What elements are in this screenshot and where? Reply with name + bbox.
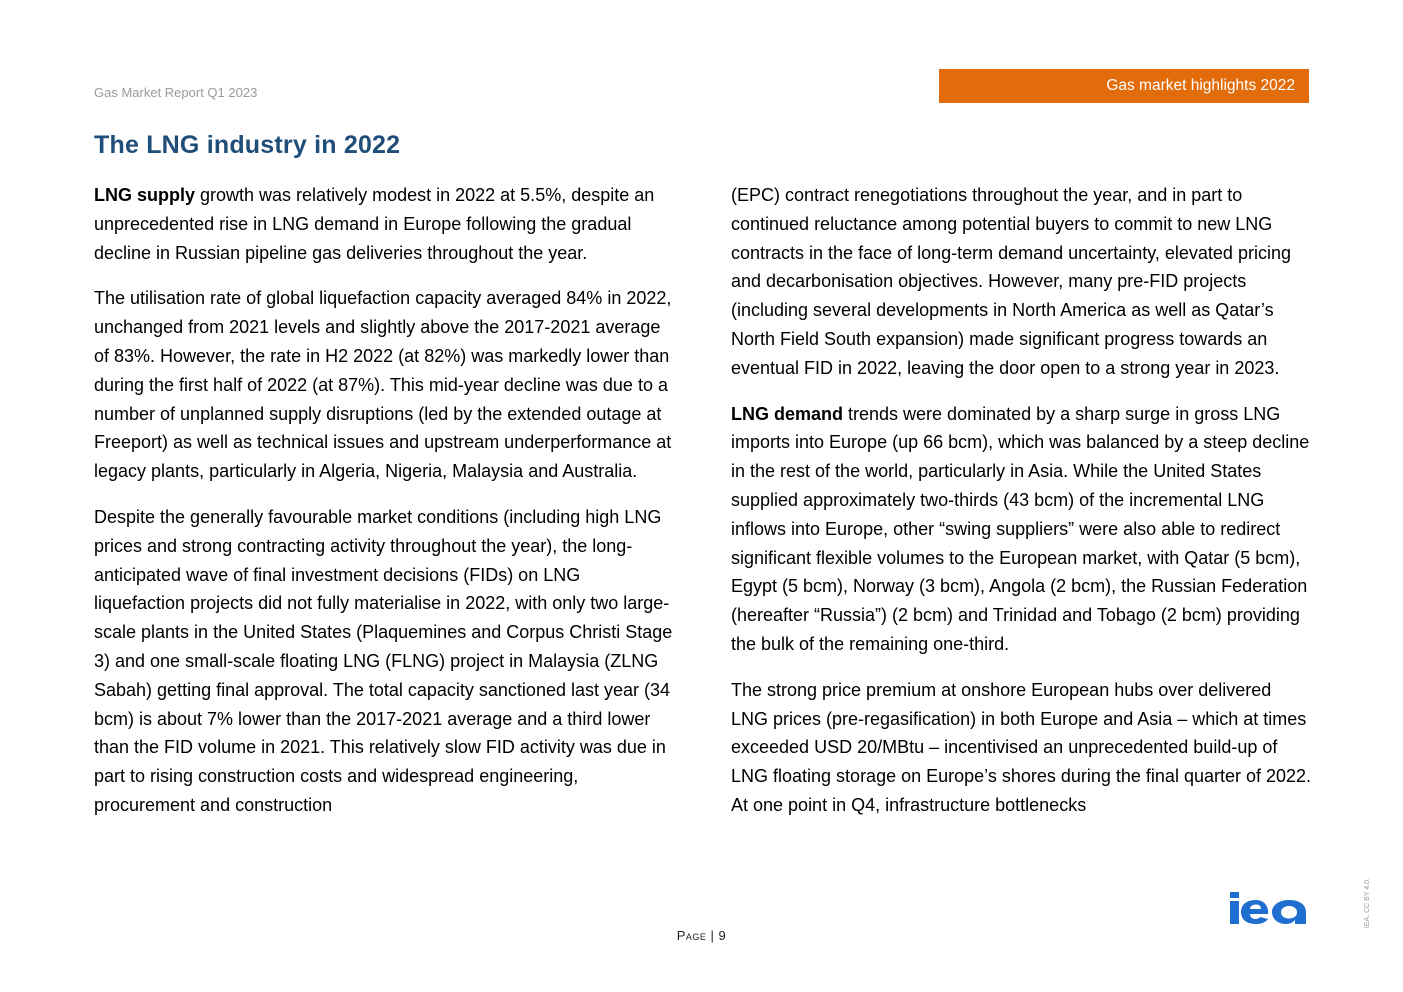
section-banner: Gas market highlights 2022 — [939, 69, 1309, 103]
page-title: The LNG industry in 2022 — [94, 131, 401, 159]
paragraph-lead: LNG demand — [731, 403, 844, 424]
paragraph-lng-demand — [731, 400, 1313, 659]
paragraph-fid: Despite the generally favourable market conditions (including high LNG prices and strong contracting activity throughout the year), the long-anticipated wave of final investment decisions (FIDs) on LNG liquefaction projects did not fully materialise in 2022, with only two large-scale plants in the United States (Plaquemines and Corpus Christi Stage 3) and one small-scale floating LNG (FLNG) project in Malaysia (ZLNG Sabah) getting final approval. The total capacity sanctioned last year (34 bcm) is about 7% lower than the 2017-2021 average and a third lower than the FID volume in 2021. This relatively slow FID activity was due in part to rising construction costs and widespread engineering, procurement and construction — [94, 506, 673, 815]
paragraph-lead: LNG supply — [94, 185, 196, 205]
paragraph-lng-supply — [94, 181, 676, 267]
right-column — [731, 181, 1313, 837]
iea-logo — [1229, 890, 1309, 926]
report-name: Gas Market Report Q1 2023 — [94, 85, 258, 100]
license-note: IEA. CC BY 4.0. — [1364, 878, 1371, 929]
paragraph-epc: (EPC) contract renegotiations throughout the year, and in part to continued reluctance among potential buyers to commit to new LNG contracts in the face of long-term demand uncertainty, elevated pricing and decarbonisation objectives. However, many pre-FID projects (including several developments in North America as well as Qatar’s North Field South expansion) made significant progress towards an eventual FID in 2022, leaving the door open to a strong year in 2023. — [731, 185, 1291, 378]
left-column — [94, 181, 676, 837]
paragraph-utilisation: The utilisation rate of global liquefaction capacity averaged 84% in 2022, unchanged from 2021 levels and slightly above the 2017-2021 average of 83%. However, the rate in H2 2022 (at 82%) was markedly lower than during the first half of 2022 (at 87%). This mid-year decline was due to a number of unplanned supply disruptions (led by the extended outage at Freeport) as well as technical issues and upstream underperformance at legacy plants, particularly in Algeria, Nigeria, Malaysia and Australia. — [94, 288, 672, 482]
paragraph-text: growth was relatively modest in 2022 at 5.5%, despite an unprecedented rise in LNG demand in Europe following the gradual decline in Russian pipeline gas deliveries throughout the year. — [94, 185, 655, 263]
paragraph-text: trends were dominated by a sharp surge in gross LNG imports into Europe (up 66 bcm), which was balanced by a steep decline in the rest of the world, particularly in Asia. While the United States supplied approximately two-thirds (43 bcm) of the incremental LNG inflows into Europe, other “swing suppliers” were also able to redirect significant flexible volumes to the European market, with Qatar (5 bcm), Egypt (5 bcm), Norway (3 bcm), Angola (2 bcm), the Russian Federation (hereafter “Russia”) (2 bcm) and Trinidad and Tobago (2 bcm) providing the bulk of the remaining one-third. — [731, 403, 1310, 654]
paragraph-price-premium: The strong price premium at onshore European hubs over delivered LNG prices (pre-regasification) in both Europe and Asia – which at times exceeded USD 20/MBtu – incentivised an unprecedented build-up of LNG floating storage on Europe’s shores during the final quarter of 2022. At one point in Q4, infrastructure bottlenecks — [731, 679, 1312, 815]
page-number: Page | 9 — [676, 928, 727, 943]
